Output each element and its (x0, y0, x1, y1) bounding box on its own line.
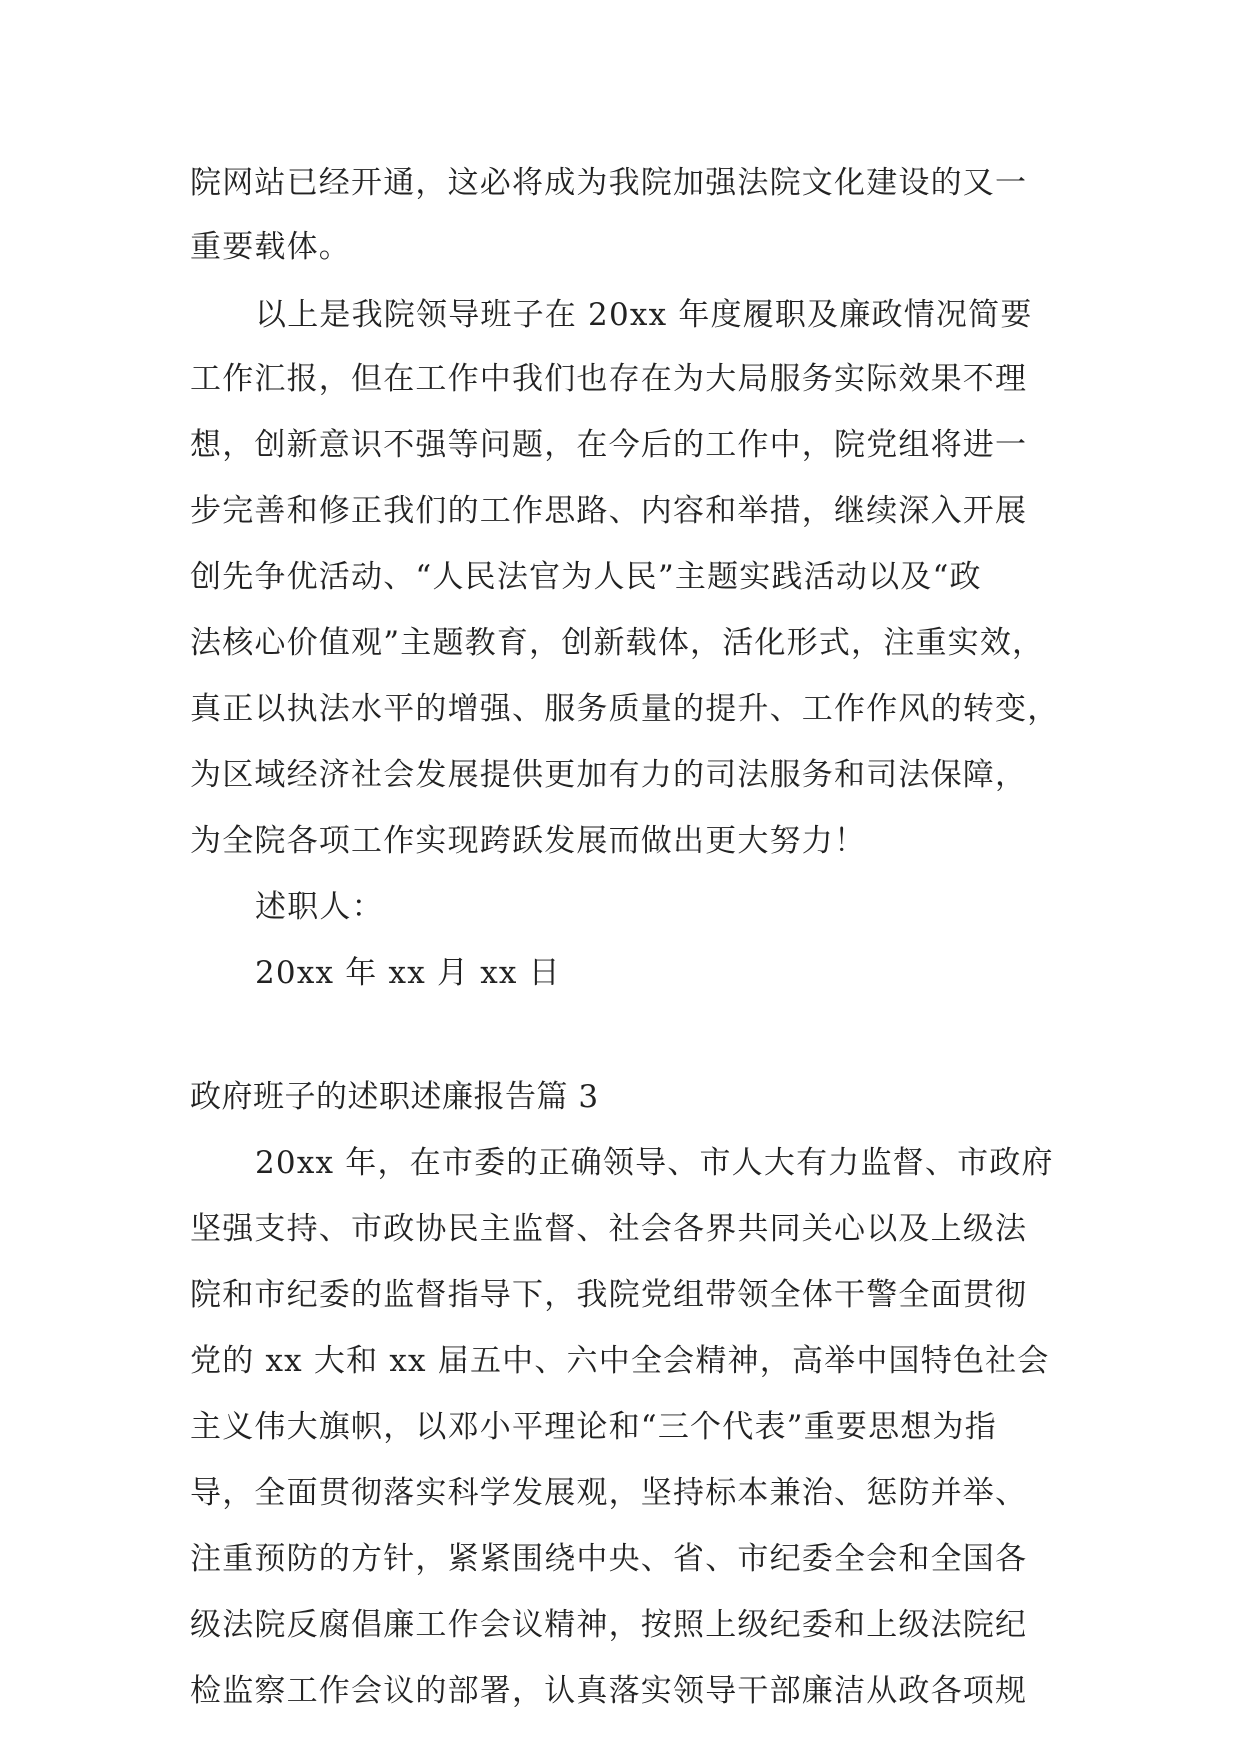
paragraph-line: 法核心价值观”主题教育，创新载体，活化形式，注重实效， (190, 625, 1045, 661)
paragraph-line: 真正以执法水平的增强、服务质量的提升、工作作风的转变， (190, 691, 1060, 727)
paragraph-line: 级法院反腐倡廉工作会议精神，按照上级纪委和上级法院纪 (190, 1607, 1028, 1643)
paragraph-line: 步完善和修正我们的工作思路、内容和举措，继续深入开展 (190, 493, 1028, 529)
paragraph-line: 注重预防的方针，紧紧围绕中央、省、市纪委全会和全国各 (190, 1541, 1028, 1577)
paragraph-line: 坚强支持、市政协民主监督、社会各界共同关心以及上级法 (190, 1211, 1028, 1247)
paragraph-line: 主义伟大旗帜，以邓小平理论和“三个代表”重要思想为指 (190, 1409, 997, 1445)
paragraph-line: 重要载体。 (190, 229, 351, 265)
paragraph-line: 以上是我院领导班子在 20xx 年度履职及廉政情况简要 (255, 297, 1033, 333)
paragraph-line: 党的 xx 大和 xx 届五中、六中全会精神，高举中国特色社会 (190, 1343, 1050, 1379)
paragraph-line: 创先争优活动、“人民法官为人民”主题实践活动以及“政 (190, 559, 982, 595)
paragraph-line: 导，全面贯彻落实科学发展观，坚持标本兼治、惩防并举、 (190, 1475, 1028, 1511)
date-line: 20xx 年 xx 月 xx 日 (255, 955, 561, 991)
section-heading: 政府班子的述职述廉报告篇 3 (190, 1079, 599, 1115)
paragraph-line: 检监察工作会议的部署，认真落实领导干部廉洁从政各项规 (190, 1673, 1028, 1709)
paragraph-line: 20xx 年，在市委的正确领导、市人大有力监督、市政府 (255, 1145, 1054, 1181)
paragraph-line: 院网站已经开通，这必将成为我院加强法院文化建设的又一 (190, 165, 1028, 201)
paragraph-line: 想，创新意识不强等问题，在今后的工作中，院党组将进一 (190, 427, 1028, 463)
paragraph-line: 为区域经济社会发展提供更加有力的司法服务和司法保障， (190, 757, 1028, 793)
signature-label: 述职人： (255, 889, 384, 925)
paragraph-line: 院和市纪委的监督指导下，我院党组带领全体干警全面贯彻 (190, 1277, 1028, 1313)
paragraph-line: 工作汇报，但在工作中我们也存在为大局服务实际效果不理 (190, 361, 1028, 397)
paragraph-line: 为全院各项工作实现跨跃发展而做出更大努力！ (190, 823, 867, 859)
